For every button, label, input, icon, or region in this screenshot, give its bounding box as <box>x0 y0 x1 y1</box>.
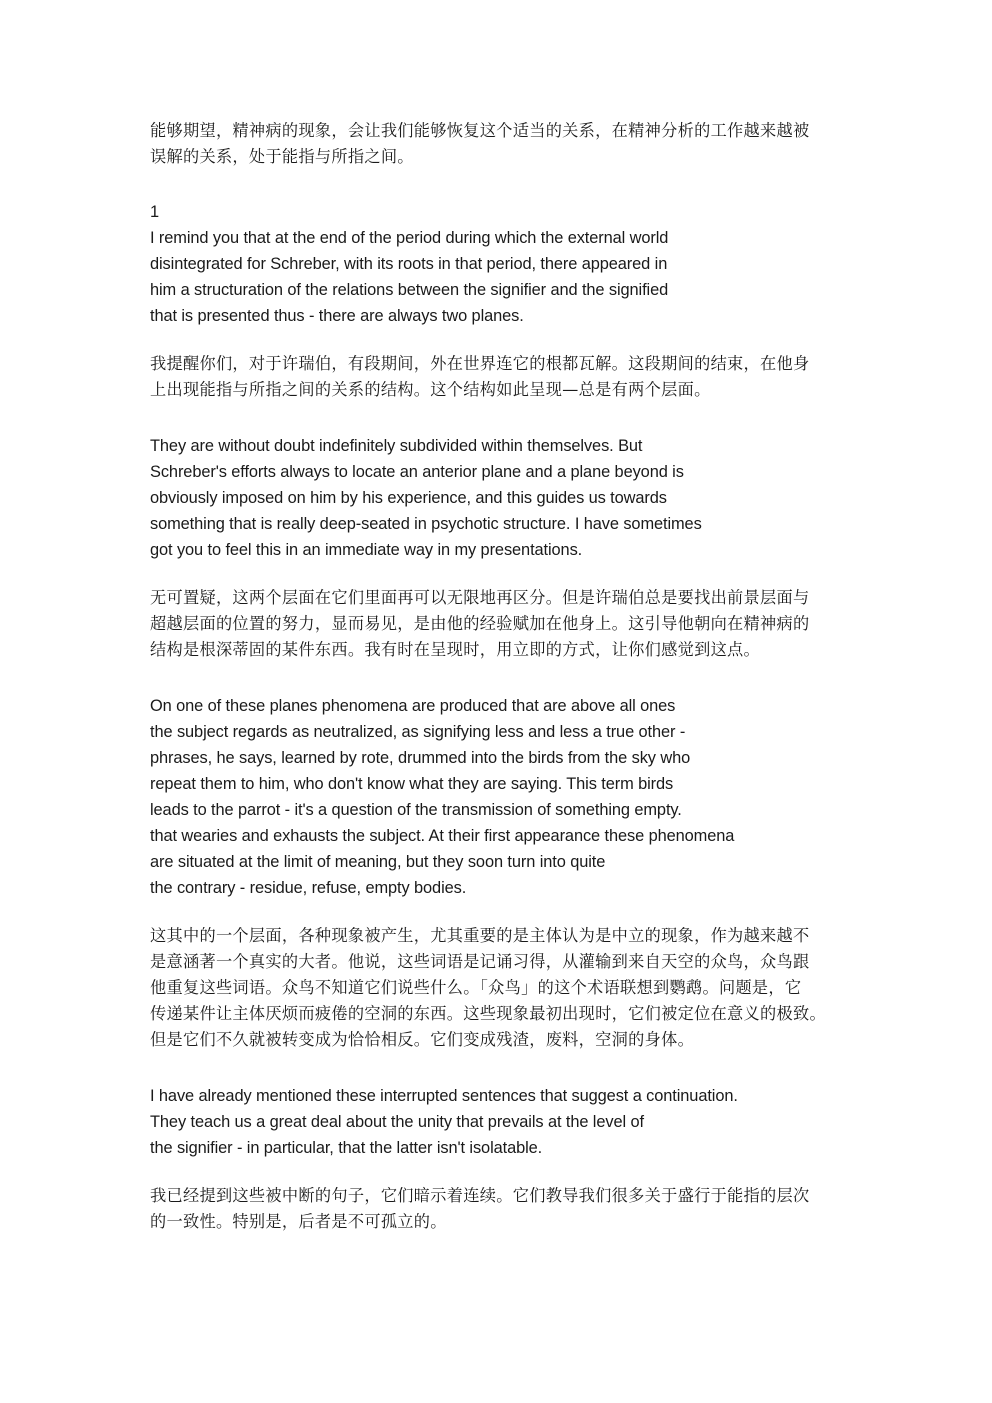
text-line: They are without doubt indefinitely subdivided within themselves. But <box>150 437 643 455</box>
text-line: On one of these planes phenomena are produced that are above all ones <box>150 697 676 715</box>
section-number: 1 <box>150 203 160 221</box>
text-line: got you to feel this in an immediate way in my presentations. <box>150 541 583 559</box>
text-line: that wearies and exhausts the subject. At their first appearance these phenomena <box>150 827 735 845</box>
text-line: 无可置疑，这两个层面在它们里面再可以无限地再区分。但是许瑞伯总是要找出前景层面与 <box>150 588 810 607</box>
text-line: leads to the parrot - it's a question of the transmission of something empty. <box>150 801 682 819</box>
text-line: 结构是根深蒂固的某件东西。我有时在呈现时，用立即的方式，让你们感觉到这点。 <box>150 640 761 659</box>
text-line: 超越层面的位置的努力，显而易见，是由他的经验赋加在他身上。这引导他朝向在精神病的 <box>150 614 810 633</box>
text-line: the subject regards as neutralized, as signifying less and less a true other - <box>150 723 686 741</box>
text-line: repeat them to him, who don't know what they are saying. This term birds <box>150 775 674 793</box>
text-line: 我提醒你们，对于许瑞伯，有段期间，外在世界连它的根都瓦解。这段期间的结束，在他身 <box>150 354 810 373</box>
text-line: disintegrated for Schreber, with its roots in that period, there appeared in <box>150 255 668 273</box>
text-line: 误解的关系，处于能指与所指之间。 <box>150 147 414 166</box>
text-line: They teach us a great deal about the unity that prevails at the level of <box>150 1113 644 1131</box>
text-line: 我已经提到这些被中断的句子，它们暗示着连续。它们教导我们很多关于盛行于能指的层次 <box>150 1186 810 1205</box>
text-line: obviously imposed on him by his experience, and this guides us towards <box>150 489 667 507</box>
text-line: 是意涵著一个真实的大者。他说，这些词语是记诵习得，从灌输到来自天空的众鸟，众鸟跟 <box>150 952 810 971</box>
text-line: phrases, he says, learned by rote, drummed into the birds from the sky who <box>150 749 691 767</box>
text-line: are situated at the limit of meaning, but they soon turn into quite <box>150 853 606 871</box>
text-line: the signifier - in particular, that the latter isn't isolatable. <box>150 1139 543 1157</box>
text-line: 传递某件让主体厌烦而疲倦的空洞的东西。这些现象最初出现时，它们被定位在意义的极致。 <box>150 1004 826 1023</box>
text-line: something that is really deep-seated in psychotic structure. I have sometimes <box>150 515 702 533</box>
text-line: 这其中的一个层面，各种现象被产生，尤其重要的是主体认为是中立的现象，作为越来越不 <box>150 926 810 945</box>
text-line: 他重复这些词语。众鸟不知道它们说些什么。「众鸟」的这个术语联想到鹦鹉。问题是，它 <box>150 978 802 997</box>
text-line: Schreber's efforts always to locate an anterior plane and a plane beyond is <box>150 463 684 481</box>
text-line: 能够期望，精神病的现象，会让我们能够恢复这个适当的关系，在精神分析的工作越来越被 <box>150 121 810 140</box>
text-line: that is presented thus - there are always two planes. <box>150 307 524 325</box>
text-line: 的一致性。特别是，后者是不可孤立的。 <box>150 1212 447 1231</box>
text-line: 但是它们不久就被转变成为恰恰相反。它们变成残渣，废料，空洞的身体。 <box>150 1030 695 1049</box>
text-line: I remind you that at the end of the period during which the external world <box>150 229 669 247</box>
text-line: 上出现能指与所指之间的关系的结构。这个结构如此呈现—总是有两个层面。 <box>150 380 711 399</box>
text-line: him a structuration of the relations between the signifier and the signified <box>150 281 669 299</box>
text-line: I have already mentioned these interrupted sentences that suggest a continuation. <box>150 1087 738 1105</box>
text-line: the contrary - residue, refuse, empty bodies. <box>150 879 467 897</box>
